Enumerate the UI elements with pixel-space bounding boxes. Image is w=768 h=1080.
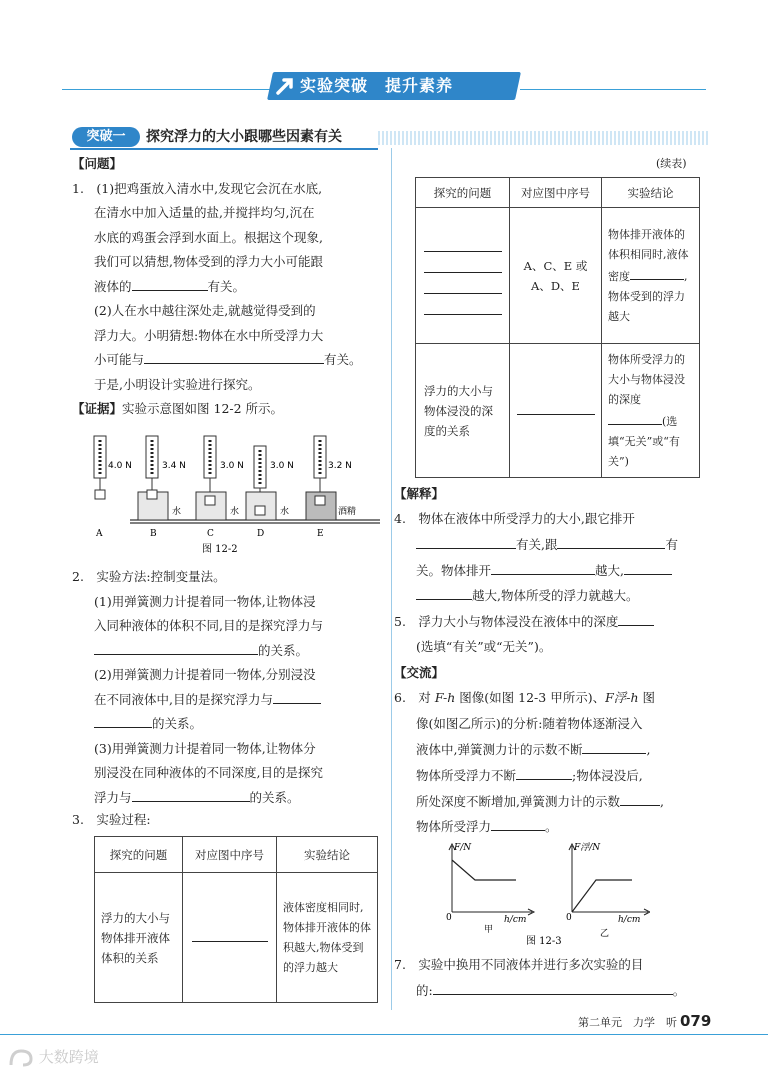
graph-a-xlabel: h/cm [504,915,527,925]
q6-line-3: 液体中,弹簧测力计的示数不断 , [416,738,650,763]
section-rule [70,148,378,150]
row1-question: 浮力的大小与物体排开液体体积的关系 [95,873,183,1003]
q7-line-2: 的: 。 [416,979,685,1004]
q2-3-line-3: 浮力与 的关系。 [94,786,300,811]
row-question-blank [416,208,510,344]
label-e: E [317,529,324,539]
spring-scale-e [306,436,336,520]
answer-blank[interactable] [491,560,595,575]
q5-line-1: 5. 浮力大小与物体浸没在液体中的深度 [394,610,654,635]
q2-1-line-2: 入同种液体的体积不同,目的是探究浮力与 [94,618,323,633]
answer-blank[interactable] [273,689,321,704]
col-sequence: 对应图中序号 [183,837,277,873]
label-c: C [207,529,214,539]
graph-b-ylabel: F浮/N [574,843,601,853]
q1-2-line-1: (2)人在水中越往深处走,就越觉得受到的 [94,303,316,318]
answer-blank[interactable] [630,265,684,280]
watermark-logo-icon [8,1047,34,1069]
answer-blank[interactable] [144,349,324,364]
answer-blank[interactable] [433,980,673,995]
answer-blank[interactable] [424,237,502,252]
spring-scale-b [138,436,168,520]
q1-line-2: 在清水中加入适量的盐,并搅拌均匀,沉在 [94,205,315,220]
page-number: 079 [680,1012,712,1030]
reading-d: 3.0 N [270,461,294,471]
reading-a: 4.0 N [108,461,132,471]
answer-blank[interactable] [94,713,152,728]
q5-line-2: (选填“有关”或“无关”)。 [416,639,552,654]
header-title: 实验突破 提升素养 [300,76,454,95]
answer-blank[interactable] [582,739,646,754]
answer-blank[interactable] [557,534,665,549]
q4-line-2: 有关,跟 有 [416,533,678,558]
q4-line-3: 关。物体排开 越大, [416,559,672,584]
liquid-b: 水 [172,507,182,517]
reading-b: 3.4 N [162,461,186,471]
row3-sequence [510,344,602,478]
row3-conclusion: 物体所受浮力的大小与物体浸没的深度(选填“无关”或“有关”) [602,344,700,478]
arrow-icon [276,76,298,96]
spring-scale-d [246,446,276,520]
q2-heading: 2. 实验方法:控制变量法。 [72,569,226,584]
process-table-continued [415,177,700,478]
q7-line-1: 7. 实验中换用不同液体并进行多次实验的目 [394,957,644,972]
section-rule-dots [378,131,708,145]
footer-rule [0,1034,768,1035]
evidence-line: 【证据】实验示意图如图 12-2 所示。 [72,401,284,416]
answer-blank[interactable] [94,640,258,655]
col-question: 探究的问题 [95,837,183,873]
q4-line-4: 越大,物体所受的浮力就越大。 [416,584,638,609]
answer-blank[interactable] [192,927,268,942]
label-b: B [150,529,157,539]
figure-caption: 图 12-3 [526,936,562,947]
liquid-c: 水 [230,507,240,517]
answer-blank[interactable] [424,300,502,315]
graph-b-name: 乙 [600,929,610,939]
liquid-d: 水 [280,507,290,517]
answer-blank[interactable] [416,534,516,549]
answer-blank[interactable] [132,787,250,802]
label-a: A [96,529,103,539]
header-rule-left [62,89,270,90]
spring-scale-a [94,436,106,499]
answer-blank[interactable] [424,279,502,294]
q2-3-line-1: (3)用弹簧测力计提着同一物体,让物体分 [94,741,316,756]
q2-2-line-1: (2)用弹簧测力计提着同一物体,分别浸没 [94,667,316,682]
q4-line-1: 4. 物体在液体中所受浮力的大小,跟它排开 [394,511,635,526]
column-divider [391,148,392,1010]
q6-line-4: 物体所受浮力不断 ;物体浸没后, [416,764,643,789]
graph-a-name: 甲 [484,925,494,935]
curve-b [572,880,632,912]
curve-a [452,860,516,880]
process-table [94,836,378,1003]
q1-line-3: 水底的鸡蛋会浮到水面上。根据这个现象, [94,230,323,245]
answer-blank[interactable] [416,585,472,600]
question-heading: 【问题】 [72,156,123,171]
q6-line-6: 物体所受浮力 。 [416,815,558,840]
section-title: 探究浮力的大小跟哪些因素有关 [146,129,342,145]
col-conclusion: 实验结论 [602,178,700,208]
answer-blank[interactable] [620,791,660,806]
answer-blank[interactable] [132,276,208,291]
row1-sequence [183,873,277,1003]
q3-heading: 3. 实验过程: [72,812,151,827]
row3-question: 浮力的大小与物体浸没的深度的关系 [416,344,510,478]
graph-a-origin: 0 [446,913,452,923]
q1-line-5: 液体的 有关。 [94,275,245,300]
figure-12-3 [430,840,650,948]
answer-blank[interactable] [424,258,502,273]
q2-1-line-1: (1)用弹簧测力计提着同一物体,让物体浸 [94,594,316,609]
q1-line-1: 1. (1)把鸡蛋放入清水中,发现它会沉在水底, [72,181,323,196]
continued-label: (续表) [656,157,687,170]
figure-caption: 图 12-2 [202,544,238,555]
graph-a-ylabel: F/N [454,843,472,853]
row2-sequence: A、C、E 或 A、D、E [510,208,602,344]
answer-blank[interactable] [618,611,654,626]
watermark: 大数跨境 [8,1044,118,1070]
label-d: D [257,529,265,539]
q1-2-line-2: 浮力大。小明猜想:物体在水中所受浮力大 [94,328,324,343]
liquid-e: 酒精 [338,507,357,517]
reading-c: 3.0 N [220,461,244,471]
graph-b-xlabel: h/cm [618,915,641,925]
q6-line-5: 所处深度不断增加,弹簧测力计的示数 , [416,790,664,815]
col-conclusion: 实验结论 [277,837,378,873]
q6-line-1: 6. 对 F-h 图像(如图 12-3 甲所示)、F浮-h 图 [394,690,656,705]
spring-scale-c [196,436,226,520]
answer-blank[interactable] [624,560,672,575]
q2-2-line-2: 在不同液体中,目的是探究浮力与 [94,688,321,713]
q2-1-line-3: 的关系。 [94,639,308,664]
footer-unit: 第二单元 力学 听 [578,1016,677,1029]
q1-3-line: 于是,小明设计实验进行探究。 [94,377,261,392]
q2-2-line-3: 的关系。 [94,712,202,737]
answer-blank[interactable] [517,400,595,415]
graph-b-origin: 0 [566,913,572,923]
exchange-heading: 【交流】 [394,665,445,680]
q6-line-2: 像(如图乙所示)的分析:随着物体逐渐浸入 [416,716,643,731]
header-rule-right [520,89,706,90]
row2-conclusion: 物体排开液体的体积相同时,液体密度 ,物体受到的浮力越大 [602,208,700,344]
q1-line-4: 我们可以猜想,物体受到的浮力大小可能跟 [94,254,323,269]
row1-conclusion: 液体密度相同时,物体排开液体的体积越大,物体受到的浮力越大 [277,873,378,1003]
figure-12-2 [90,428,380,558]
section-badge: 突破一 [72,127,140,147]
answer-blank[interactable] [516,765,572,780]
col-sequence: 对应图中序号 [510,178,602,208]
q1-2-line-3: 小可能与 有关。 [94,348,362,373]
answer-blank[interactable] [491,816,545,831]
explain-heading: 【解释】 [394,486,445,501]
answer-blank[interactable] [608,410,662,425]
col-question: 探究的问题 [416,178,510,208]
q2-3-line-2: 别浸没在同种液体的不同深度,目的是探究 [94,765,323,780]
reading-e: 3.2 N [328,461,352,471]
